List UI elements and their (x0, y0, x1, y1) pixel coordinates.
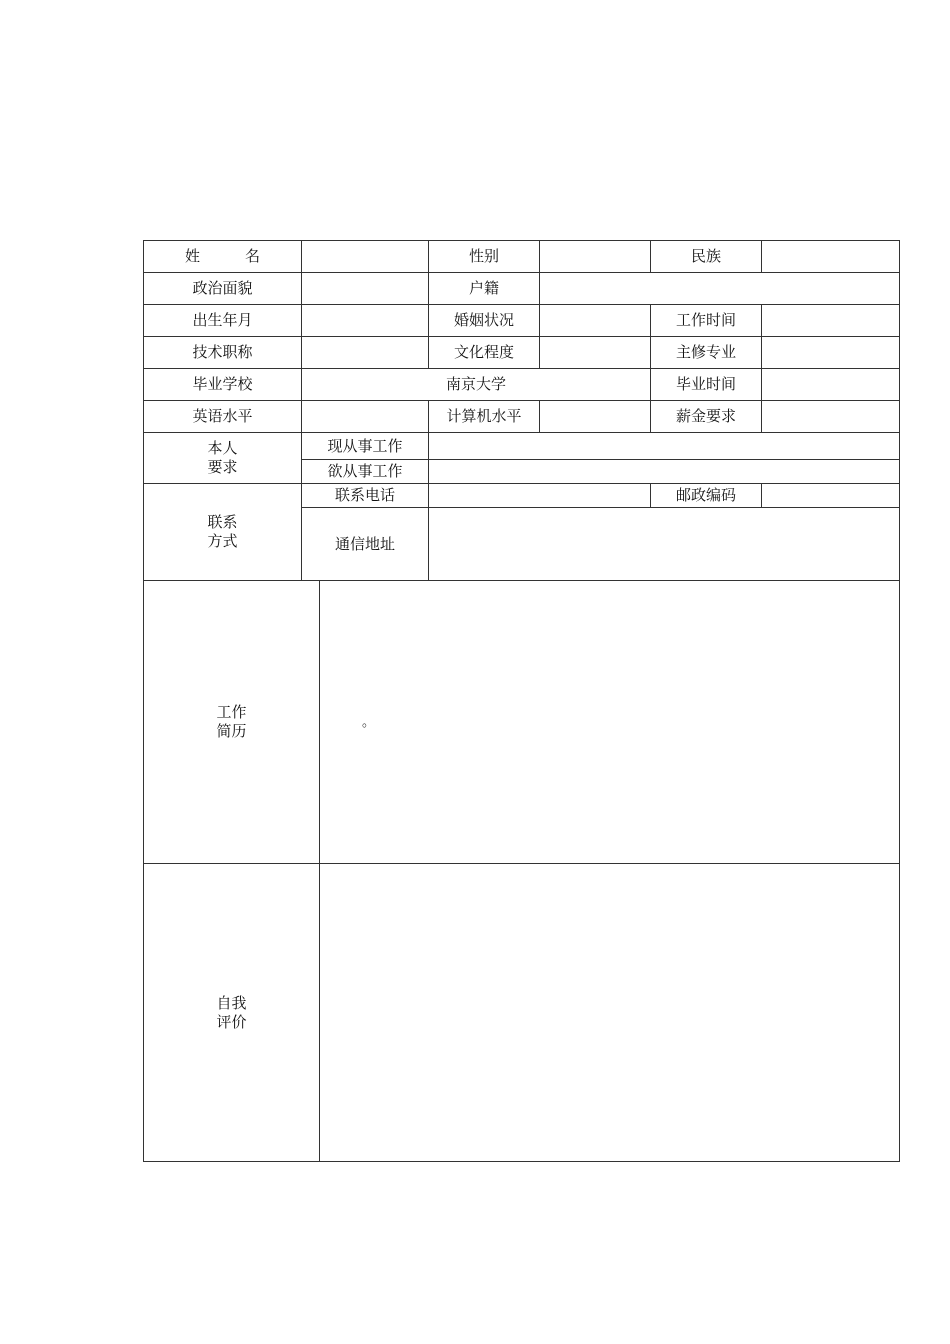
self-evaluation-label-line-2: 评价 (216, 1012, 247, 1031)
graduate-school-label: 毕业学校 (144, 369, 302, 401)
birth-date-label: 出生年月 (144, 305, 302, 337)
salary-requirement-value[interactable] (762, 401, 900, 433)
name-value[interactable] (302, 241, 429, 273)
graduation-time-label: 毕业时间 (651, 369, 762, 401)
contact-label-line-2: 方式 (207, 532, 238, 550)
major-label: 主修专业 (651, 337, 762, 369)
contact-label-line-1: 联系 (207, 513, 238, 532)
english-level-value[interactable] (302, 401, 429, 433)
graduation-time-value[interactable] (762, 369, 900, 401)
work-history-label-line-2: 简历 (216, 722, 247, 740)
education-level-label: 文化程度 (429, 337, 540, 369)
salary-requirement-label: 薪金要求 (651, 401, 762, 433)
current-work-value[interactable] (429, 433, 900, 460)
gender-label: 性别 (429, 241, 540, 273)
work-history-value[interactable] (320, 581, 900, 864)
birth-date-value[interactable] (302, 305, 429, 337)
political-status-value[interactable] (302, 273, 429, 305)
requirements-label-line-1: 本人 (207, 439, 238, 458)
requirements-label (144, 433, 302, 484)
technical-title-label: 技术职称 (144, 337, 302, 369)
political-status-label: 政治面貌 (144, 273, 302, 305)
work-start-time-label: 工作时间 (651, 305, 762, 337)
requirements-label-line-2: 要求 (207, 458, 238, 476)
education-level-value[interactable] (540, 337, 651, 369)
contact-label (144, 484, 302, 581)
postal-code-value[interactable] (762, 484, 900, 508)
computer-level-value[interactable] (540, 401, 651, 433)
major-value[interactable] (762, 337, 900, 369)
desired-work-value[interactable] (429, 460, 900, 484)
ethnicity-label: 民族 (651, 241, 762, 273)
resume-form-table (143, 240, 900, 1162)
address-value[interactable] (429, 508, 900, 581)
ethnicity-value[interactable] (762, 241, 900, 273)
postal-code-label: 邮政编码 (651, 484, 762, 508)
phone-label: 联系电话 (302, 484, 429, 508)
work-history-mark: 。 (362, 715, 376, 730)
self-evaluation-value[interactable] (320, 864, 900, 1162)
marital-status-label: 婚姻状况 (429, 305, 540, 337)
phone-value[interactable] (429, 484, 651, 508)
self-evaluation-label-line-1: 自我 (216, 993, 247, 1012)
name-label (144, 241, 302, 273)
work-history-label-line-1: 工作 (216, 703, 247, 722)
english-level-label: 英语水平 (144, 401, 302, 433)
technical-title-value[interactable] (302, 337, 429, 369)
computer-level-label: 计算机水平 (429, 401, 540, 433)
self-evaluation-label (144, 864, 320, 1162)
household-registration-value[interactable] (540, 273, 900, 305)
graduate-school-value[interactable]: 南京大学 (302, 369, 651, 401)
name-label-part-2: 名 (245, 247, 261, 266)
current-work-label: 现从事工作 (302, 433, 429, 460)
household-registration-label: 户籍 (429, 273, 540, 305)
desired-work-label: 欲从事工作 (302, 460, 429, 484)
name-label-part-1: 姓 (184, 247, 200, 266)
work-history-label (144, 581, 320, 864)
marital-status-value[interactable] (540, 305, 651, 337)
gender-value[interactable] (540, 241, 651, 273)
work-start-time-value[interactable] (762, 305, 900, 337)
address-label: 通信地址 (302, 508, 429, 581)
